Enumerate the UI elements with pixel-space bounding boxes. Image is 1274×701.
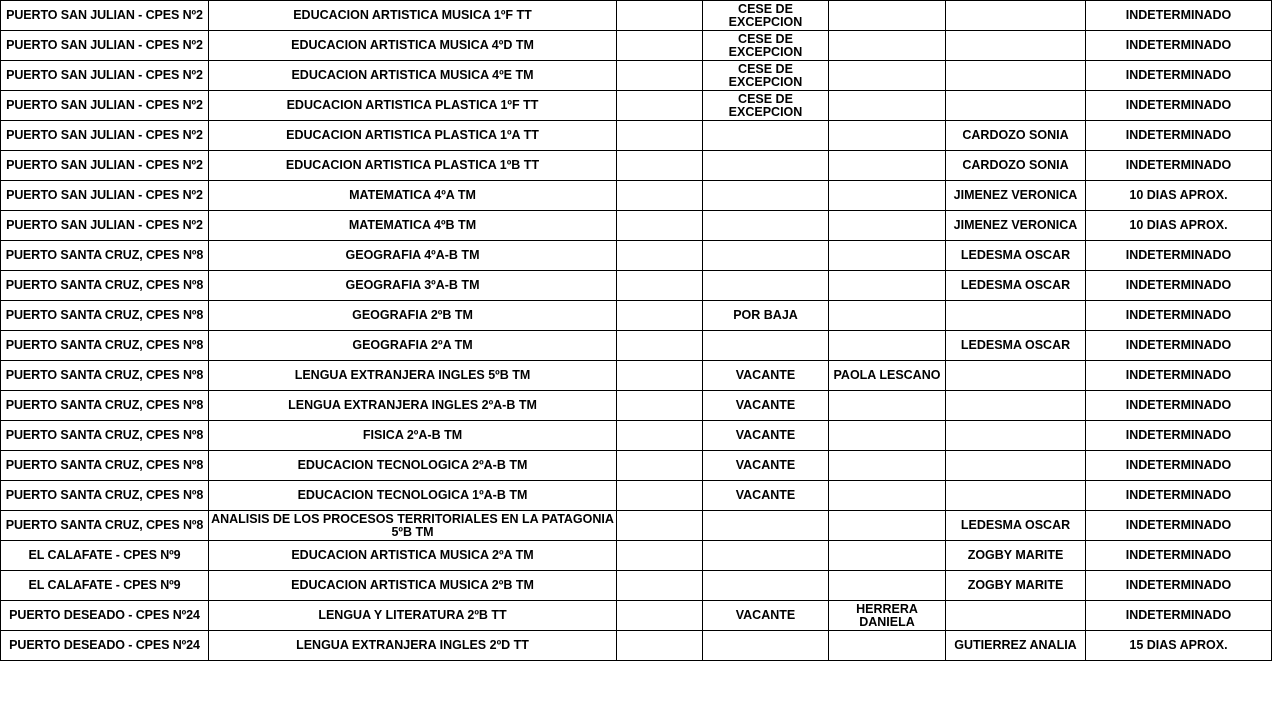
status-cell[interactable]: CESE DE EXCEPCION bbox=[703, 1, 829, 31]
teacher-cell[interactable]: CARDOZO SONIA bbox=[946, 121, 1086, 151]
teacher-cell[interactable] bbox=[946, 451, 1086, 481]
empty-cell[interactable] bbox=[617, 541, 703, 571]
duration-cell[interactable]: INDETERMINADO bbox=[1086, 481, 1272, 511]
teacher-cell[interactable]: LEDESMA OSCAR bbox=[946, 331, 1086, 361]
replacement-cell[interactable] bbox=[829, 391, 946, 421]
school-cell[interactable]: PUERTO SAN JULIAN - CPES Nº2 bbox=[1, 61, 209, 91]
status-cell[interactable] bbox=[703, 121, 829, 151]
school-cell[interactable]: PUERTO SAN JULIAN - CPES Nº2 bbox=[1, 91, 209, 121]
school-cell[interactable]: PUERTO SAN JULIAN - CPES Nº2 bbox=[1, 121, 209, 151]
duration-cell[interactable]: INDETERMINADO bbox=[1086, 451, 1272, 481]
duration-cell[interactable]: INDETERMINADO bbox=[1086, 541, 1272, 571]
teacher-cell[interactable]: GUTIERREZ ANALIA bbox=[946, 631, 1086, 661]
teacher-cell[interactable] bbox=[946, 61, 1086, 91]
school-cell[interactable]: PUERTO SANTA CRUZ, CPES Nº8 bbox=[1, 511, 209, 541]
table-row bbox=[1, 1, 1272, 31]
subject-cell[interactable]: GEOGRAFIA 4ºA-B TM bbox=[209, 241, 617, 271]
subject-cell[interactable]: EDUCACION ARTISTICA MUSICA 1ºF TT bbox=[209, 1, 617, 31]
status-cell[interactable] bbox=[703, 241, 829, 271]
subject-cell[interactable]: GEOGRAFIA 2ºB TM bbox=[209, 301, 617, 331]
status-cell[interactable]: POR BAJA bbox=[703, 301, 829, 331]
replacement-cell[interactable] bbox=[829, 631, 946, 661]
duration-cell[interactable]: 15 DIAS APROX. bbox=[1086, 631, 1272, 661]
status-cell[interactable]: VACANTE bbox=[703, 391, 829, 421]
replacement-cell[interactable] bbox=[829, 331, 946, 361]
empty-cell[interactable] bbox=[617, 571, 703, 601]
table-row bbox=[1, 331, 1272, 361]
teacher-cell[interactable] bbox=[946, 91, 1086, 121]
empty-cell[interactable] bbox=[617, 421, 703, 451]
replacement-cell[interactable] bbox=[829, 451, 946, 481]
table-row bbox=[1, 151, 1272, 181]
empty-cell[interactable] bbox=[617, 241, 703, 271]
empty-cell[interactable] bbox=[617, 391, 703, 421]
subject-cell[interactable]: LENGUA EXTRANJERA INGLES 2ºD TT bbox=[209, 631, 617, 661]
empty-cell[interactable] bbox=[617, 121, 703, 151]
teacher-cell[interactable]: ZOGBY MARITE bbox=[946, 541, 1086, 571]
empty-cell[interactable] bbox=[617, 151, 703, 181]
replacement-cell[interactable] bbox=[829, 271, 946, 301]
duration-cell[interactable]: 10 DIAS APROX. bbox=[1086, 211, 1272, 241]
status-cell[interactable]: VACANTE bbox=[703, 481, 829, 511]
teacher-cell[interactable] bbox=[946, 31, 1086, 61]
table-row bbox=[1, 301, 1272, 331]
school-cell[interactable]: PUERTO SANTA CRUZ, CPES Nº8 bbox=[1, 391, 209, 421]
table-row bbox=[1, 121, 1272, 151]
subject-cell[interactable]: EDUCACION ARTISTICA PLASTICA 1ºF TT bbox=[209, 91, 617, 121]
subject-cell[interactable]: LENGUA EXTRANJERA INGLES 2ºA-B TM bbox=[209, 391, 617, 421]
subject-cell[interactable]: EDUCACION ARTISTICA MUSICA 2ºA TM bbox=[209, 541, 617, 571]
empty-cell[interactable] bbox=[617, 91, 703, 121]
table-row bbox=[1, 91, 1272, 121]
teacher-cell[interactable] bbox=[946, 481, 1086, 511]
table-row bbox=[1, 481, 1272, 511]
school-cell[interactable]: PUERTO SANTA CRUZ, CPES Nº8 bbox=[1, 301, 209, 331]
duration-cell[interactable]: INDETERMINADO bbox=[1086, 241, 1272, 271]
status-cell[interactable]: VACANTE bbox=[703, 361, 829, 391]
school-cell[interactable]: PUERTO SANTA CRUZ, CPES Nº8 bbox=[1, 271, 209, 301]
status-cell[interactable] bbox=[703, 211, 829, 241]
table-row bbox=[1, 361, 1272, 391]
replacement-cell[interactable] bbox=[829, 31, 946, 61]
table-row bbox=[1, 451, 1272, 481]
empty-cell[interactable] bbox=[617, 181, 703, 211]
subject-cell[interactable]: EDUCACION ARTISTICA MUSICA 2ºB TM bbox=[209, 571, 617, 601]
school-cell[interactable]: PUERTO SANTA CRUZ, CPES Nº8 bbox=[1, 421, 209, 451]
empty-cell[interactable] bbox=[617, 301, 703, 331]
table-row bbox=[1, 631, 1272, 661]
subject-cell[interactable]: EDUCACION ARTISTICA MUSICA 4ºE TM bbox=[209, 61, 617, 91]
teacher-cell[interactable] bbox=[946, 361, 1086, 391]
status-cell[interactable]: VACANTE bbox=[703, 451, 829, 481]
replacement-cell[interactable] bbox=[829, 421, 946, 451]
teacher-cell[interactable]: JIMENEZ VERONICA bbox=[946, 211, 1086, 241]
empty-cell[interactable] bbox=[617, 271, 703, 301]
duration-cell[interactable]: INDETERMINADO bbox=[1086, 31, 1272, 61]
teacher-cell[interactable]: JIMENEZ VERONICA bbox=[946, 181, 1086, 211]
replacement-cell[interactable] bbox=[829, 511, 946, 541]
status-cell[interactable] bbox=[703, 331, 829, 361]
teacher-cell[interactable]: LEDESMA OSCAR bbox=[946, 271, 1086, 301]
school-cell[interactable]: EL CALAFATE - CPES Nº9 bbox=[1, 541, 209, 571]
teacher-cell[interactable]: LEDESMA OSCAR bbox=[946, 241, 1086, 271]
table-body bbox=[1, 1, 1272, 661]
subject-cell[interactable]: EDUCACION ARTISTICA PLASTICA 1ºA TT bbox=[209, 121, 617, 151]
duration-cell[interactable]: INDETERMINADO bbox=[1086, 601, 1272, 631]
empty-cell[interactable] bbox=[617, 631, 703, 661]
duration-cell[interactable]: INDETERMINADO bbox=[1086, 391, 1272, 421]
status-cell[interactable] bbox=[703, 511, 829, 541]
teacher-cell[interactable] bbox=[946, 601, 1086, 631]
teacher-cell[interactable] bbox=[946, 391, 1086, 421]
school-cell[interactable]: PUERTO SANTA CRUZ, CPES Nº8 bbox=[1, 331, 209, 361]
subject-cell[interactable]: LENGUA EXTRANJERA INGLES 5ºB TM bbox=[209, 361, 617, 391]
duration-cell[interactable]: INDETERMINADO bbox=[1086, 151, 1272, 181]
school-cell[interactable]: PUERTO SAN JULIAN - CPES Nº2 bbox=[1, 211, 209, 241]
empty-cell[interactable] bbox=[617, 31, 703, 61]
empty-cell[interactable] bbox=[617, 511, 703, 541]
table-row bbox=[1, 271, 1272, 301]
subject-cell[interactable]: MATEMATICA 4ºB TM bbox=[209, 211, 617, 241]
table-row bbox=[1, 511, 1272, 541]
duration-cell[interactable]: INDETERMINADO bbox=[1086, 301, 1272, 331]
duration-cell[interactable]: INDETERMINADO bbox=[1086, 91, 1272, 121]
teacher-cell[interactable] bbox=[946, 1, 1086, 31]
table-row bbox=[1, 61, 1272, 91]
table-row bbox=[1, 31, 1272, 61]
duration-cell[interactable]: 10 DIAS APROX. bbox=[1086, 181, 1272, 211]
subject-cell[interactable]: FISICA 2ºA-B TM bbox=[209, 421, 617, 451]
duration-cell[interactable]: INDETERMINADO bbox=[1086, 361, 1272, 391]
replacement-cell[interactable]: HERRERA DANIELA bbox=[829, 601, 946, 631]
status-cell[interactable] bbox=[703, 181, 829, 211]
school-cell[interactable]: EL CALAFATE - CPES Nº9 bbox=[1, 571, 209, 601]
empty-cell[interactable] bbox=[617, 361, 703, 391]
school-cell[interactable]: PUERTO DESEADO - CPES Nº24 bbox=[1, 631, 209, 661]
teacher-cell[interactable] bbox=[946, 421, 1086, 451]
replacement-cell[interactable] bbox=[829, 151, 946, 181]
duration-cell[interactable]: INDETERMINADO bbox=[1086, 61, 1272, 91]
subject-cell[interactable]: GEOGRAFIA 3ºA-B TM bbox=[209, 271, 617, 301]
school-cell[interactable]: PUERTO SANTA CRUZ, CPES Nº8 bbox=[1, 241, 209, 271]
empty-cell[interactable] bbox=[617, 61, 703, 91]
table-row bbox=[1, 601, 1272, 631]
subject-cell[interactable]: EDUCACION ARTISTICA MUSICA 4ºD TM bbox=[209, 31, 617, 61]
table-row bbox=[1, 241, 1272, 271]
duration-cell[interactable]: INDETERMINADO bbox=[1086, 121, 1272, 151]
status-cell[interactable] bbox=[703, 571, 829, 601]
status-cell[interactable] bbox=[703, 541, 829, 571]
duration-cell[interactable]: INDETERMINADO bbox=[1086, 1, 1272, 31]
school-cell[interactable]: PUERTO SANTA CRUZ, CPES Nº8 bbox=[1, 481, 209, 511]
subject-cell[interactable]: LENGUA Y LITERATURA 2ºB TT bbox=[209, 601, 617, 631]
table-row bbox=[1, 211, 1272, 241]
status-cell[interactable]: CESE DE EXCEPCION bbox=[703, 61, 829, 91]
replacement-cell[interactable] bbox=[829, 541, 946, 571]
empty-cell[interactable] bbox=[617, 451, 703, 481]
school-cell[interactable]: PUERTO DESEADO - CPES Nº24 bbox=[1, 601, 209, 631]
duration-cell[interactable]: INDETERMINADO bbox=[1086, 511, 1272, 541]
subject-cell[interactable]: EDUCACION TECNOLOGICA 2ºA-B TM bbox=[209, 451, 617, 481]
table-row bbox=[1, 571, 1272, 601]
table-row bbox=[1, 181, 1272, 211]
empty-cell[interactable] bbox=[617, 601, 703, 631]
replacement-cell[interactable] bbox=[829, 181, 946, 211]
replacement-cell[interactable] bbox=[829, 481, 946, 511]
school-cell[interactable]: PUERTO SAN JULIAN - CPES Nº2 bbox=[1, 31, 209, 61]
table-row bbox=[1, 391, 1272, 421]
school-cell[interactable]: PUERTO SAN JULIAN - CPES Nº2 bbox=[1, 1, 209, 31]
status-cell[interactable]: CESE DE EXCEPCION bbox=[703, 91, 829, 121]
teacher-cell[interactable]: LEDESMA OSCAR bbox=[946, 511, 1086, 541]
replacement-cell[interactable] bbox=[829, 301, 946, 331]
table-row bbox=[1, 541, 1272, 571]
subject-cell[interactable]: EDUCACION TECNOLOGICA 1ºA-B TM bbox=[209, 481, 617, 511]
school-cell[interactable]: PUERTO SANTA CRUZ, CPES Nº8 bbox=[1, 361, 209, 391]
duration-cell[interactable]: INDETERMINADO bbox=[1086, 571, 1272, 601]
empty-cell[interactable] bbox=[617, 331, 703, 361]
replacement-cell[interactable] bbox=[829, 571, 946, 601]
teacher-cell[interactable] bbox=[946, 301, 1086, 331]
replacement-cell[interactable] bbox=[829, 121, 946, 151]
replacement-cell[interactable] bbox=[829, 241, 946, 271]
school-cell[interactable]: PUERTO SANTA CRUZ, CPES Nº8 bbox=[1, 451, 209, 481]
status-cell[interactable]: VACANTE bbox=[703, 421, 829, 451]
empty-cell[interactable] bbox=[617, 1, 703, 31]
school-cell[interactable]: PUERTO SAN JULIAN - CPES Nº2 bbox=[1, 151, 209, 181]
teacher-cell[interactable]: CARDOZO SONIA bbox=[946, 151, 1086, 181]
teacher-cell[interactable]: ZOGBY MARITE bbox=[946, 571, 1086, 601]
status-cell[interactable] bbox=[703, 151, 829, 181]
subject-cell[interactable]: ANALISIS DE LOS PROCESOS TERRITORIALES EN LA PATAGONIA 5ºB TM bbox=[209, 511, 617, 541]
replacement-cell[interactable] bbox=[829, 1, 946, 31]
duration-cell[interactable]: INDETERMINADO bbox=[1086, 331, 1272, 361]
duration-cell[interactable]: INDETERMINADO bbox=[1086, 271, 1272, 301]
subject-cell[interactable]: GEOGRAFIA 2ºA TM bbox=[209, 331, 617, 361]
replacement-cell[interactable] bbox=[829, 91, 946, 121]
table-row bbox=[1, 421, 1272, 451]
status-cell[interactable] bbox=[703, 631, 829, 661]
replacement-cell[interactable] bbox=[829, 61, 946, 91]
empty-cell[interactable] bbox=[617, 481, 703, 511]
subject-cell[interactable]: MATEMATICA 4ºA TM bbox=[209, 181, 617, 211]
status-cell[interactable]: VACANTE bbox=[703, 601, 829, 631]
replacement-cell[interactable]: PAOLA LESCANO bbox=[829, 361, 946, 391]
duration-cell[interactable]: INDETERMINADO bbox=[1086, 421, 1272, 451]
status-cell[interactable] bbox=[703, 271, 829, 301]
status-cell[interactable]: CESE DE EXCEPCION bbox=[703, 31, 829, 61]
empty-cell[interactable] bbox=[617, 211, 703, 241]
school-cell[interactable]: PUERTO SAN JULIAN - CPES Nº2 bbox=[1, 181, 209, 211]
replacement-cell[interactable] bbox=[829, 211, 946, 241]
subject-cell[interactable]: EDUCACION ARTISTICA PLASTICA 1ºB TT bbox=[209, 151, 617, 181]
